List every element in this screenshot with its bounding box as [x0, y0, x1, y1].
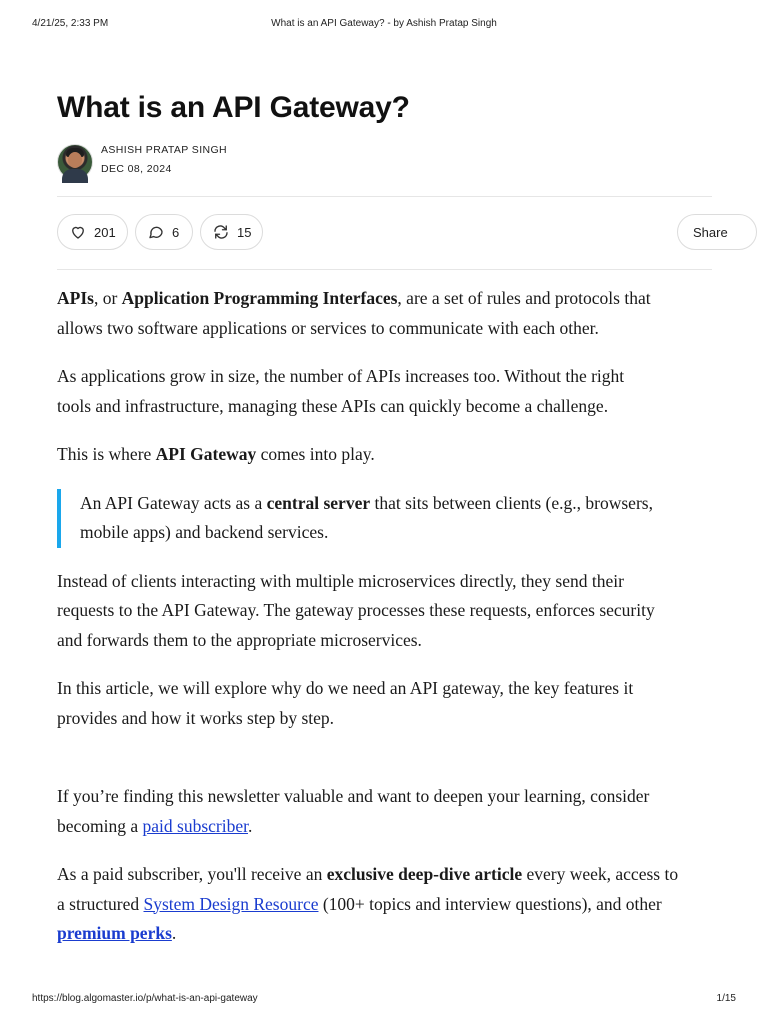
premium-perks-link[interactable]: premium perks	[57, 923, 172, 943]
text: provides and how it works step by step.	[57, 707, 335, 728]
share-label: Share	[693, 224, 728, 240]
author-avatar[interactable]	[57, 144, 93, 180]
avatar-face	[68, 152, 82, 168]
text: This is where	[57, 444, 156, 464]
text: .	[171, 923, 177, 943]
restack-icon	[212, 223, 230, 241]
text: As applications grow in size, the number of APIs increases too. Without the right	[57, 366, 625, 386]
bold-term: Application Programming Interfaces	[121, 288, 398, 308]
paragraph-instead	[57, 567, 712, 656]
print-doc-title: What is an API Gateway? - by Ashish Pratap Singh	[271, 18, 497, 29]
comment-icon	[147, 223, 165, 241]
paragraph-growth	[57, 362, 712, 421]
text: every week, access to	[522, 864, 679, 884]
print-header	[32, 18, 736, 32]
print-datetime: 4/21/25, 2:33 PM	[32, 18, 109, 29]
paragraph-perks	[57, 860, 712, 949]
text: that sits between clients (e.g., browsers,	[370, 492, 653, 513]
like-button[interactable]	[57, 214, 128, 250]
system-design-resource-link[interactable]: System Design Resource	[143, 893, 319, 914]
spacer	[57, 752, 712, 782]
text: .	[248, 815, 253, 836]
text: , or	[93, 288, 122, 308]
share-button[interactable]	[677, 214, 757, 250]
text: (100+ topics and interview questions), and other	[318, 893, 662, 914]
paragraph-apis	[57, 284, 712, 343]
paragraph-intro-gateway	[57, 440, 712, 470]
article	[57, 88, 728, 968]
text: , are a set of rules and protocols that	[397, 288, 651, 308]
print-url: https://blog.algomaster.io/p/what-is-an-api-gateway	[32, 993, 258, 1004]
paragraph-subscribe	[57, 782, 712, 841]
text: and forwards them to the appropriate microservices.	[57, 629, 422, 650]
text: As a paid subscriber, you'll receive an	[57, 864, 327, 884]
text: Instead of clients interacting with multiple microservices directly, they send their	[57, 570, 624, 591]
paragraph-article-scope	[57, 674, 712, 733]
text: requests to the API Gateway. The gateway processes these requests, enforces security	[57, 600, 655, 620]
bold-term: APIs	[57, 288, 94, 308]
post-actions-bar	[57, 196, 728, 270]
restack-button[interactable]	[200, 214, 263, 250]
post-date: DEC 08, 2024	[101, 163, 172, 175]
text: An API Gateway acts as a	[80, 492, 267, 513]
text: becoming a	[57, 815, 143, 836]
bold-term: central server	[266, 492, 371, 513]
text: If you’re finding this newsletter valuable and want to deepen your learning, consider	[57, 786, 650, 806]
text: mobile apps) and backend services.	[80, 522, 329, 542]
quote-text	[80, 489, 712, 548]
print-footer	[32, 993, 736, 1007]
text: allows two software applications or services to communicate with each other.	[57, 317, 599, 338]
text: a structured	[57, 893, 144, 914]
comment-button[interactable]	[135, 214, 193, 250]
comment-count: 6	[172, 224, 180, 240]
blockquote	[57, 489, 712, 548]
author-name[interactable]: ASHISH PRATAP SINGH	[101, 144, 228, 156]
byline	[57, 142, 712, 182]
text: tools and infrastructure, managing these APIs can quickly become a challenge.	[57, 395, 609, 416]
bold-term: exclusive deep-dive article	[326, 864, 523, 884]
bold-term: API Gateway	[155, 444, 257, 464]
heart-icon	[69, 223, 87, 241]
like-count: 201	[94, 224, 116, 240]
text: comes into play.	[256, 444, 375, 464]
article-title: What is an API Gateway?	[57, 91, 410, 124]
text: In this article, we will explore why do we need an API gateway, the key features it	[57, 678, 634, 698]
print-page-number: 1/15	[716, 993, 736, 1004]
restack-count: 15	[237, 224, 252, 240]
article-body	[57, 284, 712, 949]
avatar-shirt	[62, 169, 88, 183]
paid-subscriber-link[interactable]: paid subscriber	[142, 815, 248, 836]
